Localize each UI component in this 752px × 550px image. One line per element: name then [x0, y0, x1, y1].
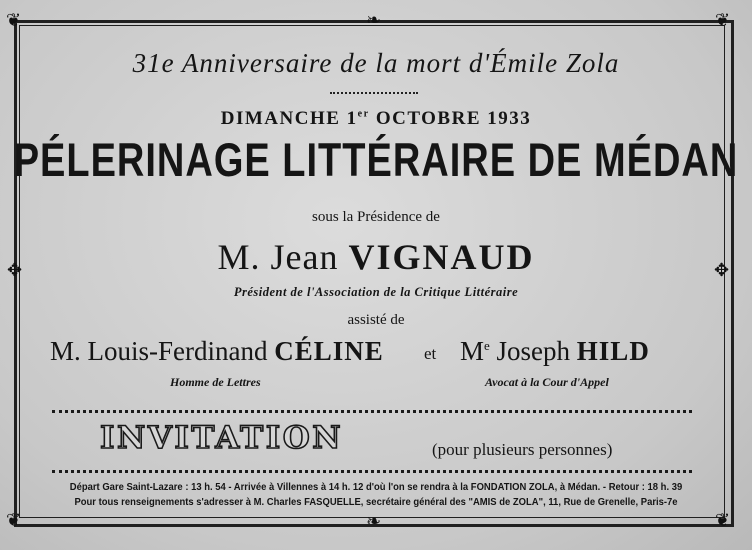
guest2-prefix: M — [460, 336, 485, 366]
corner-ornament-icon: ❦ — [6, 510, 22, 531]
guest2-name — [460, 336, 650, 367]
bottom-ornament-icon: ❧ — [366, 511, 382, 532]
guest1-name — [50, 336, 384, 367]
contact-info: Pour tous renseignements s'adresser à M. Charles FASQUELLE, secrétaire général des "AMIS de ZOLA", 11, Rue de Grenelle, Paris-7e — [74, 496, 678, 508]
guest2-firstname: Joseph — [489, 336, 577, 366]
guest2-role: Avocat à la Cour d'Appel — [485, 375, 609, 389]
guest1-role: Homme de Lettres — [170, 375, 261, 389]
event-title: PÉLERINAGE LITTÉRAIRE DE MÉDAN — [13, 134, 739, 188]
travel-info: Départ Gare Saint-Lazare : 13 h. 54 - Arrivée à Villennes à 14 h. 12 d'où l'on se rendra à la FONDATION ZOLA, à Médan. - Retour : 18 h. 39 — [69, 481, 683, 493]
invitation-note: (pour plusieurs personnes) — [432, 440, 613, 459]
assisted-label: assisté de — [347, 312, 405, 328]
anniversary-heading: 31e Anniversaire de la mort d'Émile Zola — [132, 48, 620, 78]
corner-ornament-icon: ❦ — [715, 10, 731, 31]
dotted-divider — [52, 410, 692, 413]
dotted-divider — [52, 470, 692, 473]
corner-ornament-icon: ❦ — [715, 510, 731, 531]
date-text: DIMANCHE 1 — [220, 108, 358, 129]
presidency-label: sous la Présidence de — [312, 209, 440, 225]
president-title: Président de l'Association de la Critique Littéraire — [233, 285, 519, 299]
top-ornament-icon: ❧ — [366, 10, 382, 31]
guest1-surname: CÉLINE — [274, 336, 384, 366]
guest1-firstname: M. Louis-Ferdinand — [50, 336, 275, 366]
president-surname: VIGNAUD — [348, 237, 535, 277]
president-firstname: M. Jean — [217, 237, 349, 277]
date-text-end: OCTOBRE 1933 — [369, 108, 532, 129]
guest2-surname: HILD — [576, 336, 650, 366]
side-ornament-icon: ✥ — [7, 260, 23, 281]
corner-ornament-icon: ❦ — [6, 10, 22, 31]
event-date — [0, 108, 752, 130]
invitation-heading: INVITATION — [100, 420, 344, 456]
side-ornament-icon: ✥ — [714, 260, 730, 281]
conjunction: et — [424, 344, 437, 363]
heading-divider — [330, 92, 418, 94]
date-ordinal: er — [357, 108, 370, 120]
president-name — [0, 236, 752, 281]
guest2-prefix-sup: e — [484, 338, 490, 353]
